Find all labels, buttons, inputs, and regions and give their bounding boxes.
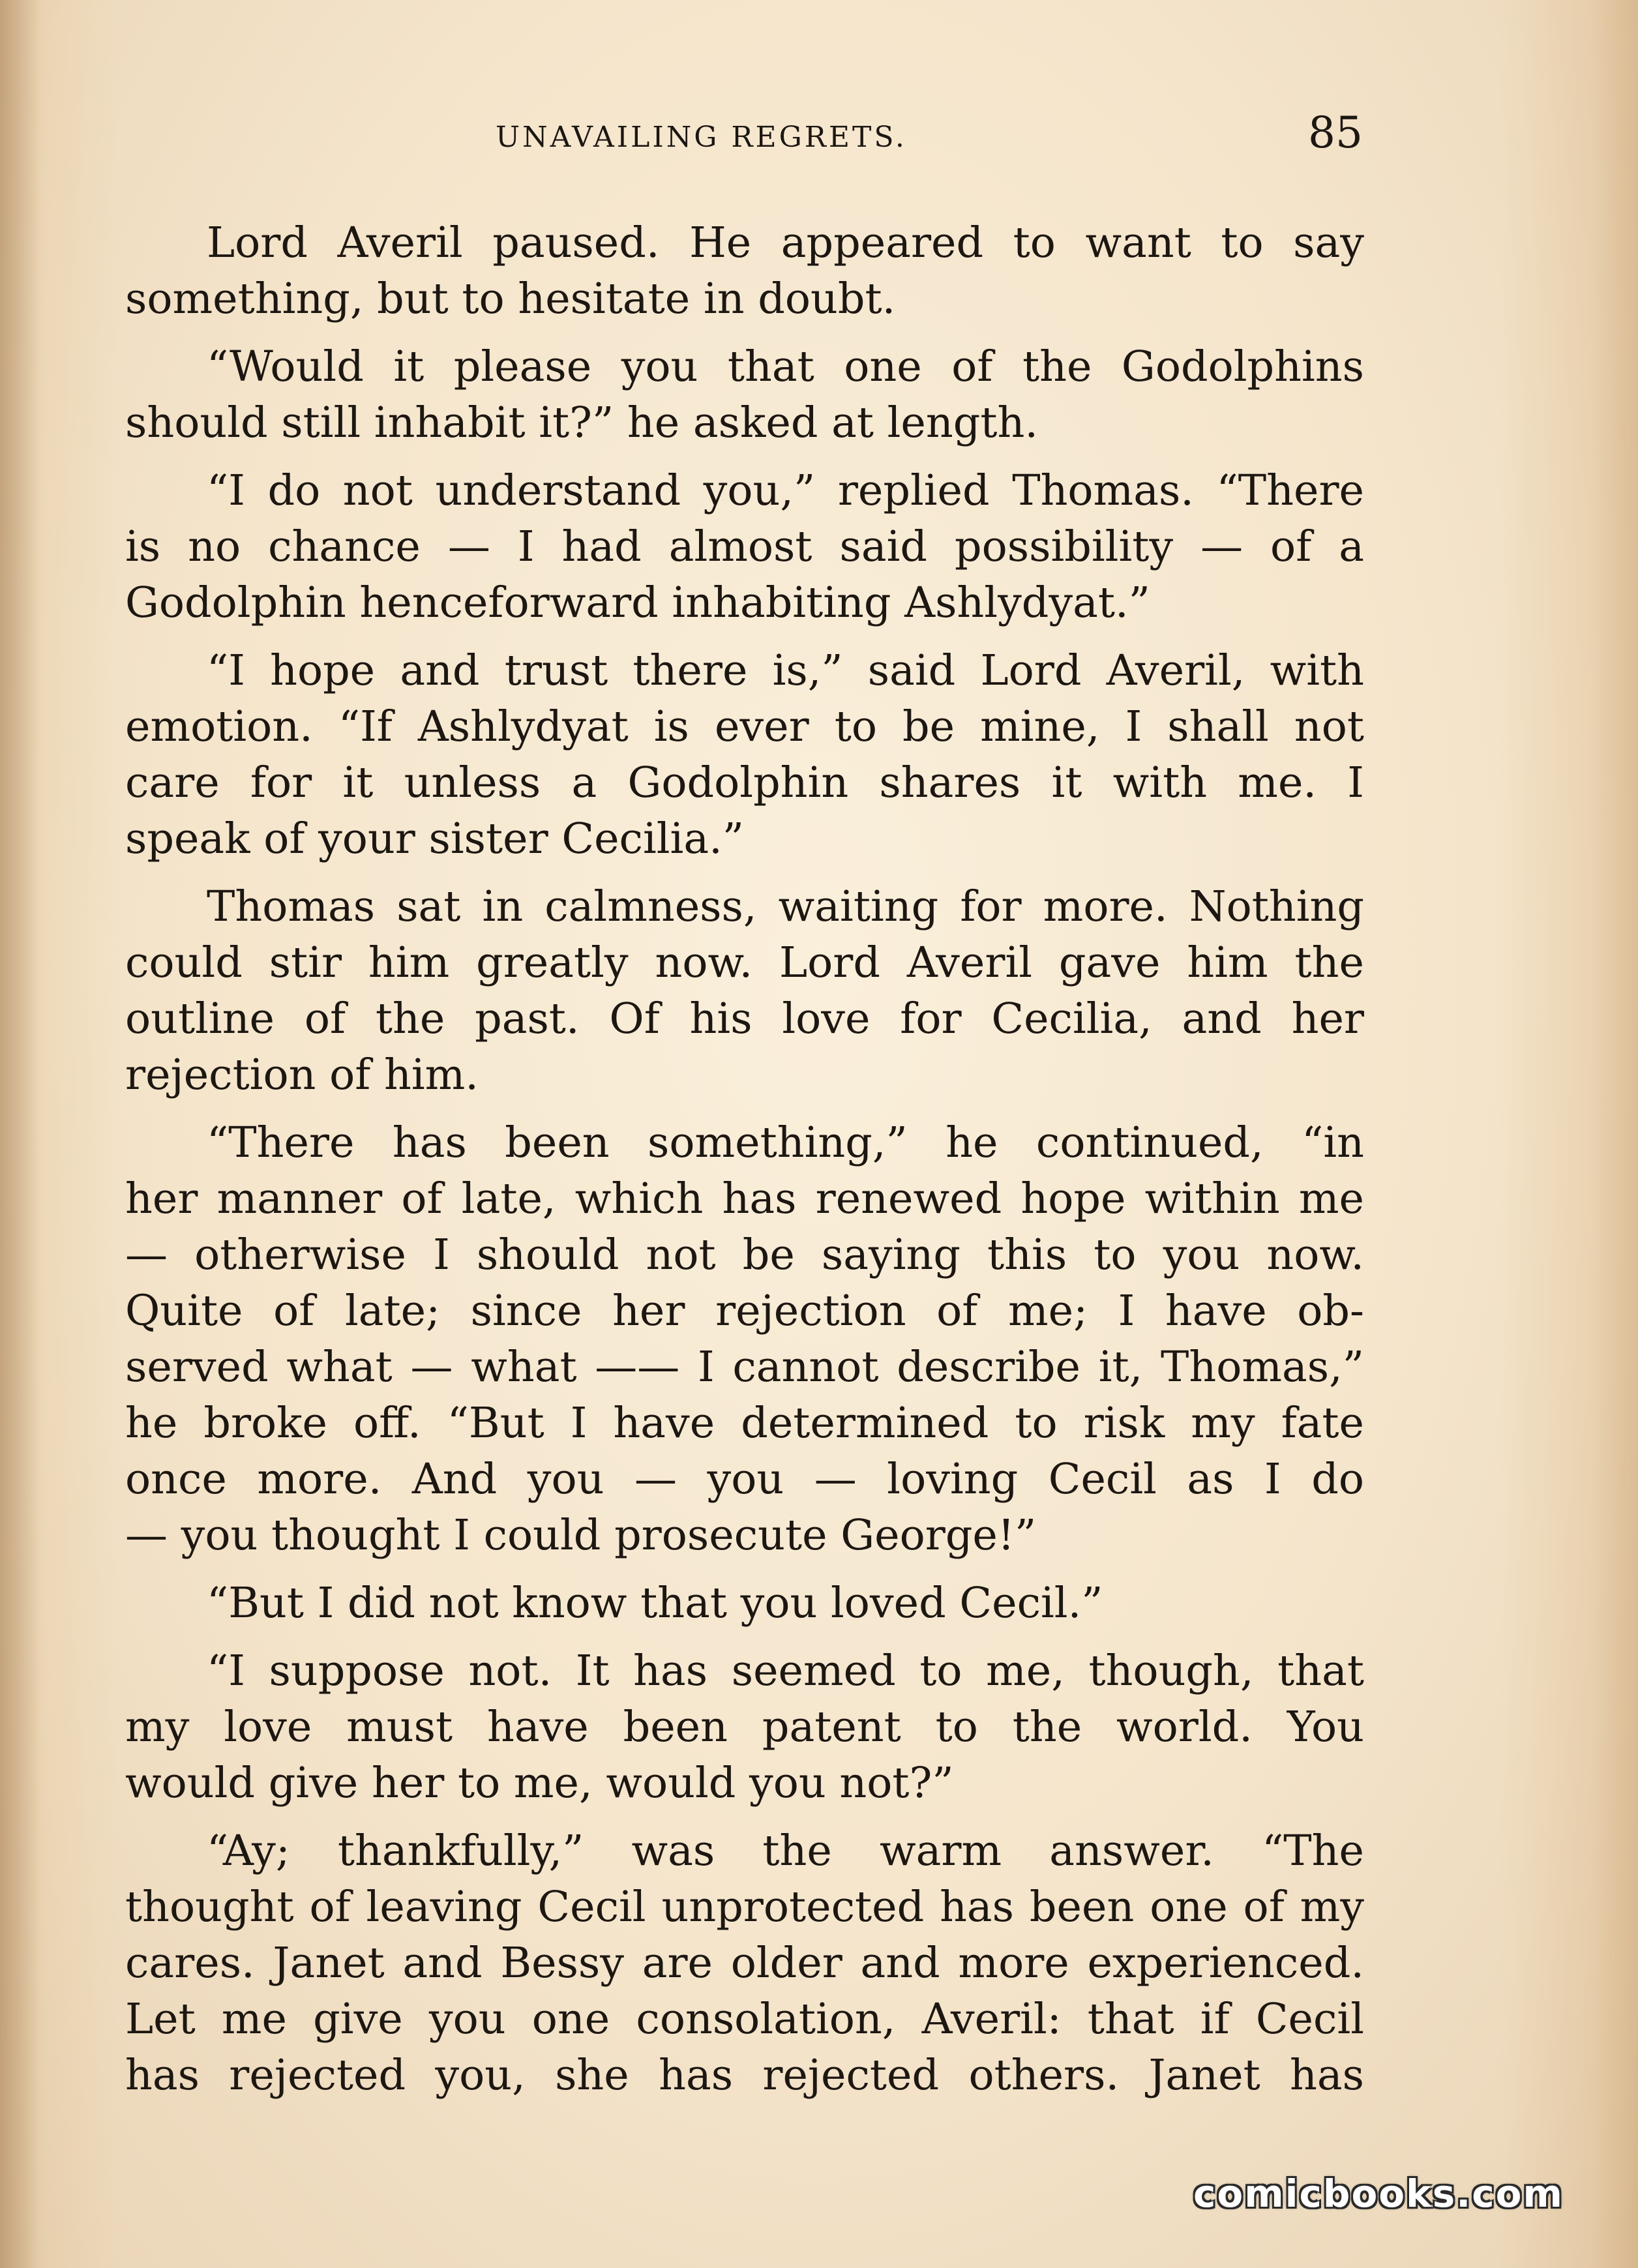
text-line: rejection of him. (125, 1051, 479, 1099)
paragraph (125, 1115, 1364, 1564)
text-line: outline of the past. Of his love for Cecilia, and her (125, 994, 1364, 1043)
watermark-logo: comicbooks.com (1193, 2171, 1564, 2216)
text-line: cares. Janet and Bessy are older and more experienced. (125, 1939, 1364, 1988)
paragraph-gap (125, 867, 1364, 879)
paragraph-gap (125, 631, 1364, 643)
text-line: “I suppose not. It has seemed to me, though, that (207, 1647, 1364, 1695)
text-line: served what — what —— I cannot describe it, Thomas,” (125, 1343, 1364, 1392)
text-line: “I do not understand you,” replied Thomas. “There (207, 466, 1364, 515)
text-line: emotion. “If Ashlydyat is ever to be mine, I shall not (125, 702, 1364, 751)
running-header (0, 108, 1638, 160)
text-line: “Would it please you that one of the Godolphins (207, 342, 1364, 391)
text-line: “I hope and trust there is,” said Lord Averil, with (207, 646, 1364, 695)
text-line: Godolphin henceforward inhabiting Ashlydyat.” (125, 578, 1150, 627)
paragraph-gap (125, 1812, 1364, 1823)
paragraph (125, 643, 1364, 867)
text-line: Let me give you one consolation, Averil: that if Cecil (125, 1995, 1364, 2044)
text-line: Quite of late; since her rejection of me; I have ob- (125, 1287, 1364, 1335)
text-line: thought of leaving Cecil unprotected has been one of my (125, 1883, 1364, 1932)
text-line: — otherwise I should not be saying this to you now. (125, 1231, 1364, 1279)
text-line: once more. And you — you — loving Cecil as I do (125, 1455, 1364, 1504)
text-line: would give her to me, would you not?” (125, 1759, 954, 1808)
text-line: speak of your sister Cecilia.” (125, 814, 744, 863)
page-edge-shadow (0, 0, 39, 2268)
body-text (125, 215, 1364, 2104)
text-line: — you thought I could prosecute George!” (125, 1511, 1037, 1560)
page-number: 85 (1308, 108, 1363, 158)
text-line: Lord Averil paused. He appeared to want to say (207, 218, 1364, 267)
paragraph (125, 879, 1364, 1103)
paragraph (125, 215, 1364, 327)
running-title: UNAVAILING REGRETS. (496, 121, 907, 154)
text-line: “Ay; thankfully,” was the warm answer. “The (207, 1827, 1364, 1875)
text-line: has rejected you, she has rejected others. Janet has (125, 2051, 1364, 2100)
text-line: he broke off. “But I have determined to risk my fate (125, 1399, 1364, 1448)
paragraph (125, 463, 1364, 631)
paragraph-gap (125, 451, 1364, 463)
paragraph-gap (125, 1564, 1364, 1575)
text-line: should still inhabit it?” he asked at length. (125, 398, 1039, 447)
paragraph (125, 339, 1364, 451)
text-line: her manner of late, which has renewed hope within me (125, 1174, 1364, 1223)
paragraph-gap (125, 1632, 1364, 1643)
paragraph-gap (125, 1103, 1364, 1115)
text-line: Thomas sat in calmness, waiting for more. Nothing (207, 882, 1364, 931)
paragraph (125, 1823, 1364, 2104)
paragraph (125, 1643, 1364, 1812)
text-line: could stir him greatly now. Lord Averil gave him the (125, 938, 1364, 987)
text-line: something, but to hesitate in doubt. (125, 275, 896, 323)
text-line: my love must have been patent to the world. You (125, 1703, 1364, 1752)
paragraph (125, 1575, 1364, 1632)
paragraph-gap (125, 327, 1364, 339)
text-line: is no chance — I had almost said possibility — of a (125, 522, 1364, 571)
text-line: care for it unless a Godolphin shares it with me. I (125, 758, 1364, 807)
text-line: “There has been something,” he continued, “in (207, 1118, 1364, 1167)
text-line: “But I did not know that you loved Cecil.” (207, 1579, 1103, 1628)
